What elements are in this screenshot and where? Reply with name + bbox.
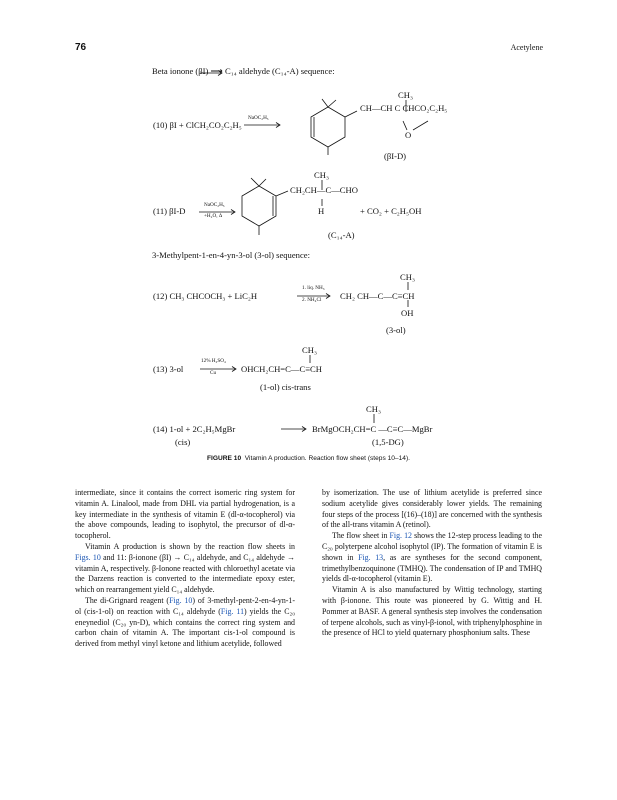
r12-reactants: (12) CH₃ CHCOCH₃ + LiC₂H (153, 291, 258, 301)
left-paragraph-2 (75, 542, 295, 596)
figure-caption (75, 455, 542, 462)
r11-ring (242, 186, 276, 226)
r11-reactant: (11) βI-D (153, 206, 186, 216)
r10-chain: CH—CH C CHCO₂C₂H₅ (360, 103, 448, 113)
r13-chain: OHCH₂CH=C—C≡CH (241, 364, 322, 374)
r10-oxygen: O (405, 130, 412, 140)
running-title: Acetylene (510, 43, 543, 52)
r11-gem-methyl-b (259, 179, 266, 186)
r10-product-label: (βI-D) (384, 151, 407, 161)
left-p3-text-a: The di-Grignard reagent ( (85, 595, 170, 605)
r10-side-bond (345, 111, 357, 117)
r11-ch3: CH₃ (314, 170, 329, 180)
r14-reactant-note: (cis) (175, 437, 191, 447)
r12-product-label: (3-ol) (386, 325, 406, 335)
r13-product-label: (1-ol) cis-trans (260, 382, 311, 392)
r14-chain: BrMgOCH₂CH=C —C≡C—MgBr (312, 424, 433, 434)
figure-label: FIGURE 10 (207, 455, 242, 462)
r11-hydrogen: H (318, 206, 325, 216)
page-number: 76 (75, 42, 87, 53)
r14-ch3: CH₃ (366, 404, 381, 414)
left-p2-text-b: and 11: β-ionone (βI) → C₁₄ aldehyde, and C₁₄ aldehyde → vitamin A, respectively. β-Ionone reacted with chloroethyl acetate via the Darzens reaction is converted to the intermediate epoxy ester, which on rearrangement yield C₁₄ aldehyde. (75, 552, 295, 595)
r12-hydroxyl: OH (401, 308, 414, 318)
r10-gem-methyl-a (322, 99, 328, 107)
r10-reagent: NaOC₂H₅ (248, 115, 269, 121)
r11-gem-methyl-a (251, 178, 259, 186)
beta-ionone-section-title: Beta ionone (βI) ⟶ C₁₄ aldehyde (C₁₄-A) sequence: (152, 66, 335, 76)
right-paragraph-2 (322, 531, 542, 585)
r12-reagent-top: 1. liq. NH₃ (302, 285, 325, 291)
r10-epoxide-b (413, 121, 428, 130)
fig-12-link[interactable]: Fig. 12 (389, 531, 412, 541)
fig-10-link-2[interactable]: Fig. 10 (169, 595, 193, 605)
r10-ch3: CH₃ (398, 90, 413, 100)
r13-reagent-bottom: Cu (210, 370, 217, 376)
r11-reagent-top: NaOC₂H₅ (204, 202, 225, 208)
right-paragraph-3: Vitamin A is also manufactured by Wittig technology, starting with β-ionone. This route was pioneered by G. Wittig and H. Pommer at BASF. A general synthesis step involves the condensation of terpene alcohols, such as vinyl-β-ionol, with triphenylphosphine in the presence of HCl to yield quaternary phosphonium salts. These (322, 585, 542, 638)
r12-chain: CH₂ CH—C—C≡CH (340, 291, 415, 301)
right-p2-text-a: The flow sheet in (332, 531, 390, 541)
fig-10-link[interactable]: Figs. 10 (75, 552, 101, 562)
r10-epoxide-a (403, 121, 407, 130)
r13-reactant: (13) 3-ol (153, 364, 184, 374)
r11-product-label: (C₁₄-A) (328, 230, 355, 240)
fig-11-link[interactable]: Fig. 11 (220, 606, 245, 616)
r13-ch3: CH₃ (302, 345, 317, 355)
r10-reactants: (10) βI + ClCH₂CO₂C₂H₅ (153, 120, 242, 130)
left-p3-text-c: ) yields the C₂₀ eneynediol (C₂₀ yn-D), which contains the correct ring system and carbon chain of vitamin A. The important cis-1-ol compound is derived from methyl vinyl ketone and lithium acetylide, followed (75, 606, 295, 649)
r11-reagent-bottom: +H₂O, Δ (204, 213, 223, 219)
methylpentenynol-section-title: 3-Methylpent-1-en-4-yn-3-ol (3-ol) sequence: (152, 250, 310, 260)
left-column (75, 488, 295, 650)
left-paragraph-3 (75, 596, 295, 650)
right-paragraph-1: by isomerization. The use of lithium acetylide is preferred since sodium acetylide gives considerably lower yields. The remaining four steps of the process [(16)–(18)] are concerned with the synthesis of the all-trans vitamin A (retinol). (322, 488, 542, 530)
left-p3-text-b: ) of 3-methyl-pent-2-en-4-yn-1-ol (cis-1-ol) on reaction with C₁₄ aldehyde ( (75, 595, 295, 616)
r11-chain: CH₂CH—C—CHO (290, 185, 358, 195)
right-p2-text-c: , as are syntheses for the second component, trimethylbenzoquinone (TMHQ). The condensation of IP and TMHQ yields dl-α-tocopherol (vitamin E). (322, 552, 542, 584)
r14-product-label: (1,5-DG) (372, 437, 404, 447)
right-p2-text-b: shows the 12-step process leading to the C₂₀ polyterpene alcohol isophytol (IP). The formation of vitamin E is shown in (322, 531, 542, 562)
r12-ch3: CH₃ (400, 272, 415, 282)
r10-gem-methyl-b (328, 100, 336, 107)
r10-ring (311, 107, 345, 147)
fig-13-link[interactable]: Fig. 13 (358, 552, 384, 562)
left-p2-text-a: Vitamin A production is shown by the reaction flow sheets in (85, 541, 295, 551)
r11-side-bond (276, 191, 288, 196)
r14-reactants: (14) 1-ol + 2C₂H₅MgBr (153, 424, 236, 434)
r11-byproducts: + CO₂ + C₂H₅OH (360, 206, 422, 216)
left-paragraph-1: intermediate, since it contains the correct isomeric ring system for vitamin A. Linalool, made from DHL via partial hydrogenation, is a key intermediate in the synthesis of vitamin E (dl-α-tocopherol) via the above compounds, leading to isophytol, the precursor of dl-α-tocopherol. (75, 488, 295, 541)
right-column (322, 488, 542, 639)
r13-reagent-top: 12% H₂SO₄ (201, 358, 226, 364)
r12-reagent-bottom: 2. NH₄Cl (302, 297, 322, 303)
figure-caption-text: Vitamin A production. Reaction flow sheet (steps 10–14). (244, 455, 410, 462)
